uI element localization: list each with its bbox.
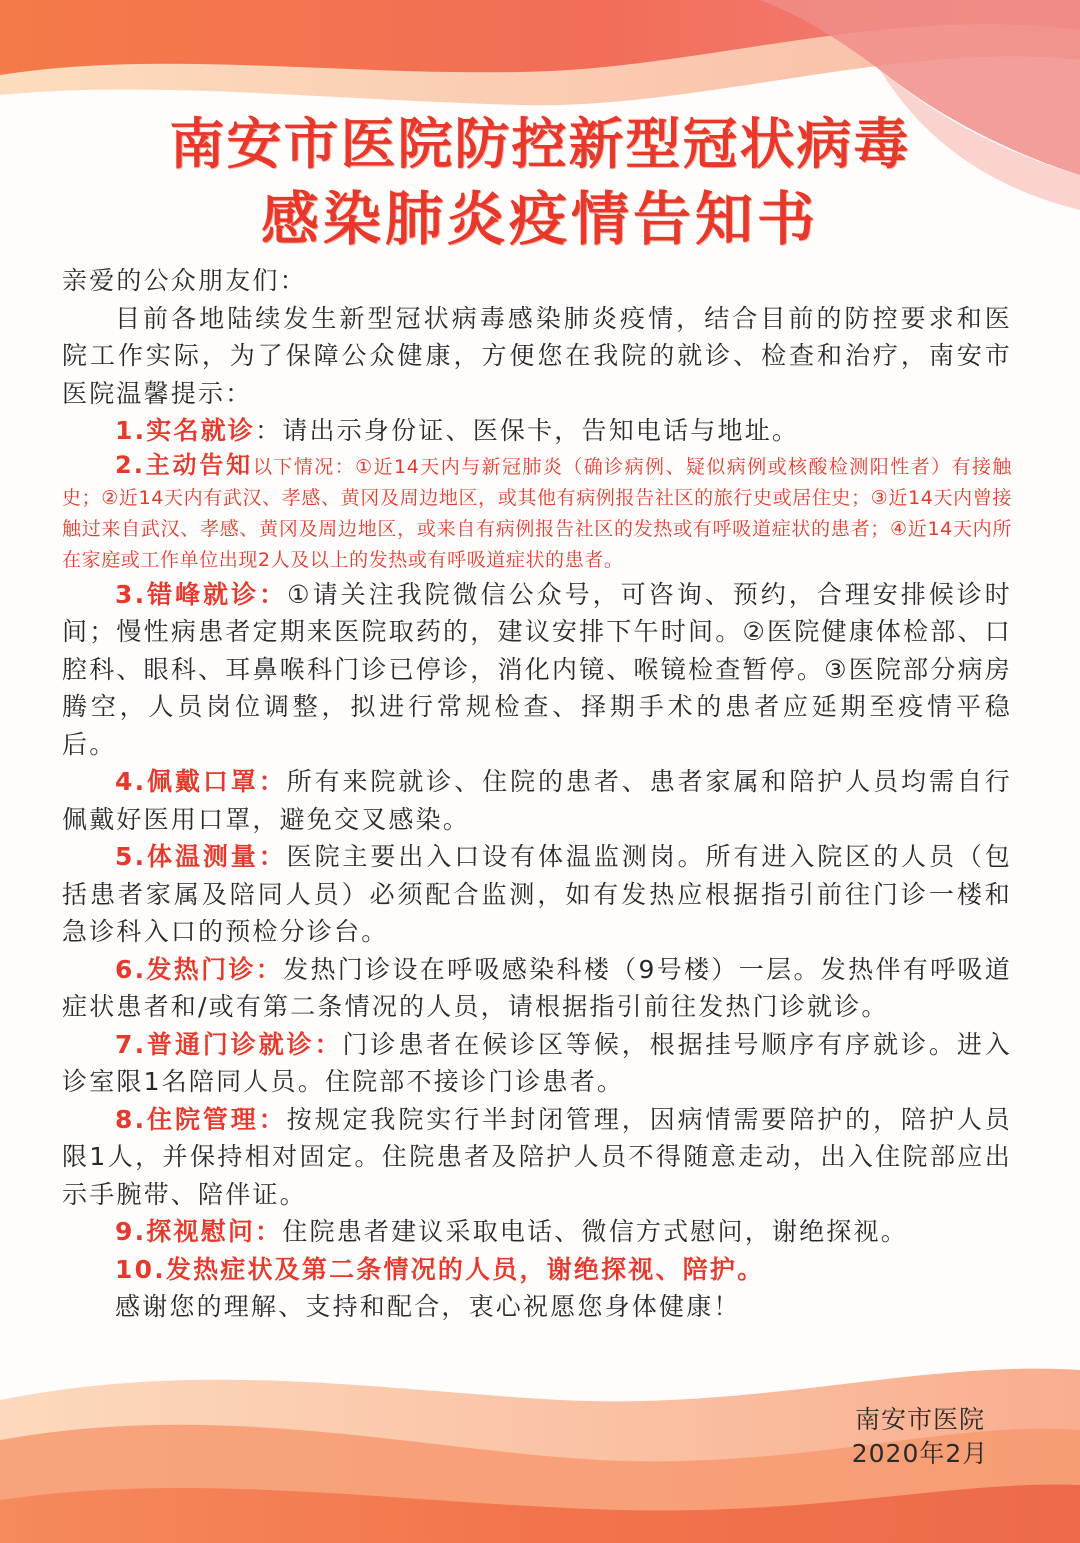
item-label: 2.主动告知 [115, 450, 253, 479]
item-label: 3.错峰就诊： [115, 579, 288, 609]
item-label: 1.实名就诊 [115, 416, 256, 445]
item-8 [62, 1101, 1012, 1214]
item-text: ：请出示身份证、医保卡，告知电话与地址。 [255, 416, 800, 445]
item-label: 8.住院管理： [115, 1104, 287, 1134]
title-line-1: 南安市医院防控新型冠状病毒 [169, 112, 911, 176]
item-7 [62, 1026, 1012, 1101]
item-text: 医院主要出入口设有体温监测岗。所有进入院区的人员（包括患者家属及陪同人员）必须配合监测，如有发热应根据指引前往门诊一楼和急诊科入口的预检分诊台。 [62, 842, 1013, 946]
item-text: 门诊患者在候诊区等候，根据挂号顺序有序就诊。进入诊室限1名陪同人员。住院部不接诊门诊患者。 [62, 1029, 1012, 1096]
item-text: 以下情况：①近14天内与新冠肺炎（确诊病例、疑似病例或核酸检测阳性者）有接触史；②近14天内有武汉、孝感、黄冈及周边地区，或其他有病例报告社区的旅行史或居住史；③近14天内曾接触过来自武汉、孝感、黄冈及周边地区，或来自有病例报告社区的发热或有呼吸道症状的患者；④近14天内所在家庭或工作单位出现2人及以上的发热或有呼吸道症状的患者。 [62, 455, 1012, 571]
item-2 [62, 450, 1012, 576]
item-label: 5.体温测量： [115, 842, 287, 871]
item-1 [62, 412, 1012, 450]
item-3 [62, 576, 1012, 764]
notice-body [62, 262, 1012, 1326]
item-5 [62, 838, 1012, 951]
item-4 [62, 763, 1012, 838]
signature-org: 南安市医院 [854, 1405, 985, 1434]
item-text: ①请关注我院微信公众号，可咨询、预约，合理安排候诊时间；慢性病患者定期来医院取药的，建议安排下午时间。②医院健康体检部、口腔科、眼科、耳鼻喉科门诊已停诊，消化内镜、喉镜检查暂停。③医院部分病房腾空，人员岗位调整，拟进行常规检查、择期手术的患者应延期至疫情平稳后。 [62, 579, 1012, 759]
closing-line: 感谢您的理解、支持和配合，衷心祝愿您身体健康！ [115, 1292, 741, 1321]
intro-paragraph: 目前各地陆续发生新型冠状病毒感染肺炎疫情，结合目前的防控要求和医院工作实际，为了保障公众健康，方便您在我院的就诊、检查和治疗，南安市医院温馨提示： [62, 303, 1012, 408]
title-line-2: 感染肺炎疫情告知书 [260, 185, 819, 253]
item-text: 发热门诊设在呼吸感染科楼（9号楼）一层。发热伴有呼吸道症状患者和/或有第二条情况的人员，请根据指引前往发热门诊就诊。 [62, 954, 1013, 1021]
item-label: 9.探视慰问： [115, 1217, 283, 1246]
item-6 [62, 951, 1012, 1026]
item-10 [62, 1251, 1012, 1289]
item-label: 6.发热门诊： [115, 954, 284, 984]
item-label: 7.普通门诊就诊： [115, 1029, 343, 1059]
item-label: 4.佩戴口罩： [115, 767, 287, 796]
item-text: 按规定我院实行半封闭管理，因病情需要陪护的，陪护人员限1人，并保持相对固定。住院患者及陪护人员不得随意走动，出入住院部应出示手腕带、陪伴证。 [62, 1104, 1013, 1209]
item-9 [62, 1213, 1012, 1251]
item-label: 10.发热症状及第二条情况的人员，谢绝探视、陪护。 [115, 1254, 765, 1284]
greeting: 亲爱的公众朋友们： [62, 266, 307, 295]
signature-date: 2020年2月 [851, 1439, 989, 1468]
item-text: 住院患者建议采取电话、微信方式慰问，谢绝探视。 [282, 1217, 908, 1246]
item-text: 所有来院就诊、住院的患者、患者家属和陪护人员均需自行佩戴好医用口罩，避免交叉感染。 [62, 767, 1013, 834]
